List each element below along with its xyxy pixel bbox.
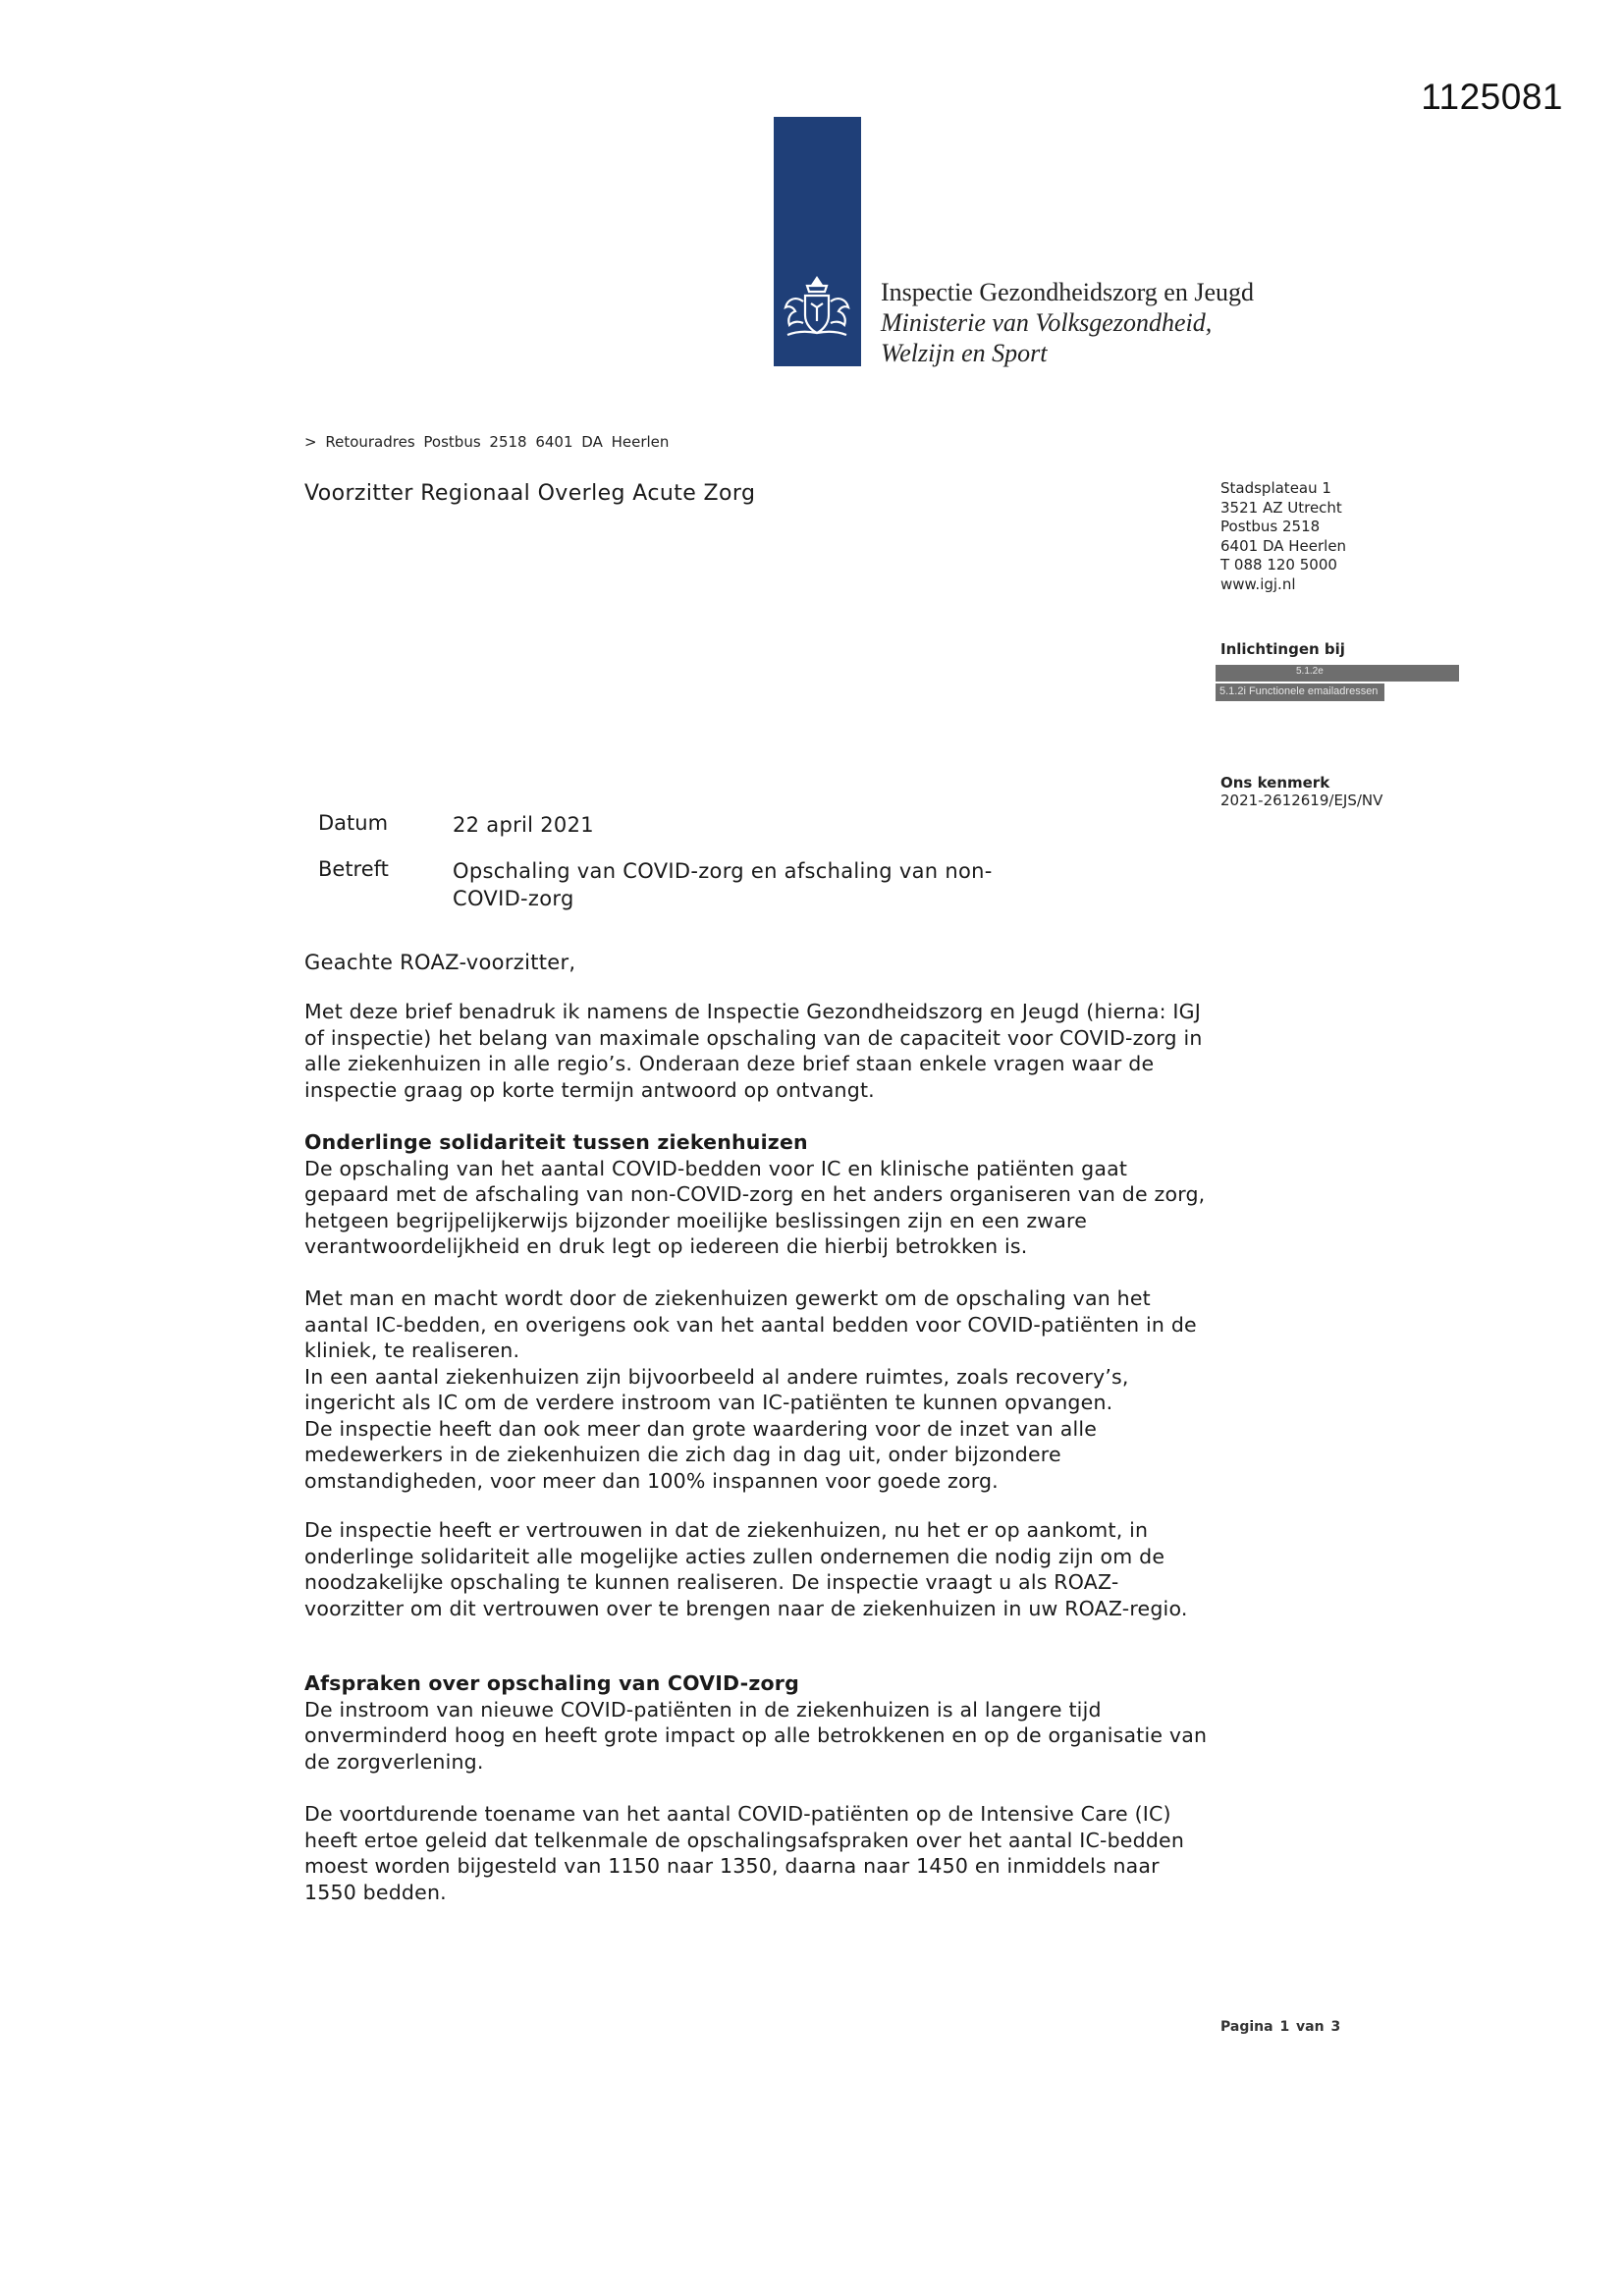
date-label: Datum (318, 811, 389, 835)
body-paragraph: Met man en macht wordt door de ziekenhuizen gewerkt om de opschaling van het aantal IC-bedden, en overigens ook van het aantal bedden voor COVID-patiënten in de kliniek, te realiseren. (304, 1286, 1197, 1362)
organization-line-1: Inspectie Gezondheidszorg en Jeugd (881, 278, 1255, 306)
sender-line: 6401 DA Heerlen (1220, 536, 1347, 555)
page-number: Pagina 1 van 3 (1220, 2019, 1341, 2035)
body-paragraph: De voortdurende toename van het aantal COVID-patiënten op de Intensive Care (IC) heeft ertoe geleid dat telkenmale de opschalingsafspraken over het aantal IC-bedden moest worden bijgesteld van 1150 naar 1350, daarna naar 1450 en inmiddels naar 1550 bedden. (304, 1802, 1185, 1904)
body-paragraph: De inspectie heeft dan ook meer dan grote waardering voor de inzet van alle medewerkers in de ziekenhuizen die zich dag in dag uit, onder bijzondere omstandigheden, voor meer dan 100% inspannen voor goede zorg. (304, 1416, 1098, 1493)
body-paragraph: De instroom van nieuwe COVID-patiënten in de ziekenhuizen is al langere tijd onverminderd hoog en heeft grote impact op alle betrokkenen en op de organisatie van de zorgverlening. (304, 1697, 1208, 1774)
sender-line: Stadsplateau 1 (1220, 479, 1331, 497)
sender-address (1220, 479, 1346, 594)
government-logo-bar (774, 117, 861, 366)
sender-website: www.igj.nl (1220, 574, 1296, 593)
redaction-code: 5.1.2e (1296, 666, 1324, 677)
sender-line: 3521 AZ Utrecht (1220, 498, 1342, 517)
subject-value: Opschaling van COVID-zorg en afschaling van non-COVID-zorg (453, 859, 993, 910)
return-address: > Retouradres Postbus 2518 6401 DA Heerlen (304, 433, 670, 451)
body-section (304, 1129, 1208, 1260)
subject-label: Betreft (318, 857, 389, 881)
reference-label: Ons kenmerk (1220, 774, 1330, 792)
body-section (304, 999, 1208, 1103)
section-heading: Afspraken over opschaling van COVID-zorg (304, 1671, 799, 1695)
redaction-code: 5.1.2i Functionele emailadressen (1219, 685, 1379, 697)
reference-value: 2021-2612619/EJS/NV (1220, 792, 1383, 809)
body-section (304, 1801, 1208, 1905)
section-heading: Onderlinge solidariteit tussen ziekenhuizen (304, 1130, 808, 1154)
document-number: 1125081 (1421, 77, 1563, 117)
sender-line: Postbus 2518 (1220, 518, 1321, 535)
redaction-box (1216, 665, 1459, 682)
body-paragraph: De inspectie heeft er vertrouwen in dat de ziekenhuizen, nu het er op aankomt, in onderlinge solidariteit alle mogelijke acties zullen ondernemen die nodig zijn om de noodzakelijke opschaling te kunnen realiseren. De inspectie vraagt u als ROAZ-voorzitter om dit vertrouwen over te brengen naar de ziekenhuizen in uw ROAZ-regio. (304, 1518, 1188, 1620)
information-label: Inlichtingen bij (1220, 640, 1345, 658)
sender-line: T 088 120 5000 (1220, 556, 1337, 574)
organization-name (881, 277, 1254, 368)
coat-of-arms-icon (780, 274, 855, 343)
salutation: Geachte ROAZ-voorzitter, (304, 951, 576, 974)
redaction-box (1216, 683, 1384, 701)
organization-line-2: Ministerie van Volksgezondheid, (881, 308, 1213, 337)
body-paragraph: Met deze brief benadruk ik namens de Inspectie Gezondheidszorg en Jeugd (hierna: IGJ of inspectie) het belang van maximale opschaling van de capaciteit voor COVID-zorg in alle ziekenhuizen in alle regio’s. Onderaan deze brief staan enkele vragen waar de inspectie graag op korte termijn antwoord op ontvangt. (304, 1000, 1203, 1102)
organization-line-3: Welzijn en Sport (881, 339, 1048, 367)
addressee: Voorzitter Regionaal Overleg Acute Zorg (304, 481, 756, 506)
body-section (304, 1285, 1208, 1494)
body-paragraph: In een aantal ziekenhuizen zijn bijvoorbeeld al andere ruimtes, zoals recovery’s, ingericht als IC om de verdere instroom van IC-patiënten te kunnen opvangen. (304, 1364, 1129, 1414)
body-section (304, 1670, 1208, 1775)
date-value: 22 april 2021 (453, 813, 594, 837)
body-section (304, 1517, 1208, 1621)
body-paragraph: De opschaling van het aantal COVID-bedden voor IC en klinische patiënten gaat gepaard met de afschaling van non-COVID-zorg en het anders organiseren van de zorg, hetgeen begrijpelijkerwijs bijzonder moeilijke beslissingen zijn en een zware verantwoordelijkheid en druk legt op iedereen die hierbij betrokken is. (304, 1156, 1206, 1258)
